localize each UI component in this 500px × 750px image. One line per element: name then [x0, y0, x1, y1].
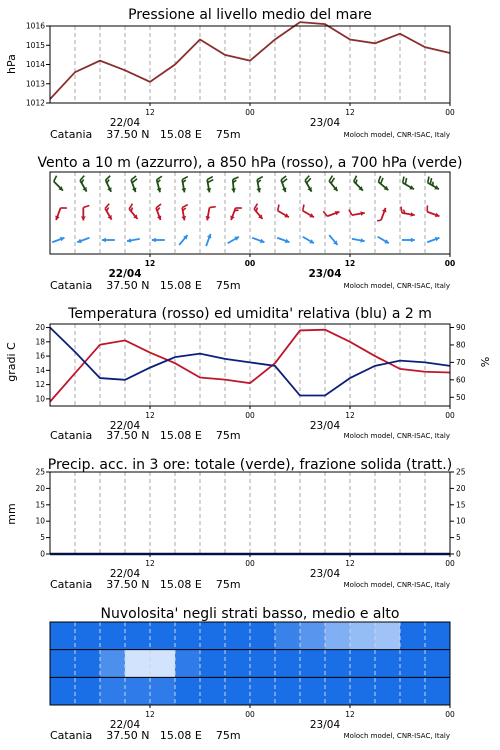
cloud-cell — [425, 677, 450, 705]
y-tick-label: 60 — [456, 375, 466, 385]
wind-barb — [230, 208, 242, 220]
y-tick-label: 25 — [35, 467, 45, 477]
wind-barb — [427, 237, 439, 242]
temperature-ylabel: gradi C — [5, 342, 18, 382]
y-tick-label: 80 — [456, 340, 466, 350]
precipitation-ylabel: mm — [5, 503, 18, 525]
pressure-footer-location: Catania 37.50 N 15.08 E 75m — [50, 128, 241, 141]
x-date-label: 22/04 — [108, 268, 142, 280]
cloud-cell — [350, 650, 375, 678]
wind-footer-credit: Moloch model, CNR-ISAC, Italy — [343, 282, 450, 290]
y-tick-label: 16 — [35, 351, 45, 361]
x-tick-label: 00 — [445, 710, 455, 719]
pressure-grid — [75, 26, 425, 103]
cloud-cell — [350, 622, 375, 650]
temperature-y-axis — [35, 323, 50, 403]
wind-barb-feather — [256, 208, 257, 212]
cloud-cell — [75, 677, 100, 705]
wind-footer-location: Catania 37.50 N 15.08 E 75m — [50, 279, 241, 292]
cloud-cell — [50, 622, 75, 650]
wind-barb-feather — [107, 207, 109, 210]
cloud-cell — [225, 650, 250, 678]
wind-barb — [329, 235, 337, 245]
wind-barb — [181, 177, 187, 193]
x-tick-label: 00 — [245, 411, 255, 420]
x-tick-label: 12 — [345, 108, 355, 117]
cloud-x-axis — [110, 705, 455, 731]
x-tick-label: 12 — [345, 411, 355, 420]
pressure-panel — [5, 7, 455, 141]
wind-barb-feather — [401, 207, 402, 213]
x-date-label: 22/04 — [109, 420, 141, 432]
wind-barb-feather — [82, 179, 84, 182]
wind-barb — [428, 177, 439, 190]
pressure-footer — [50, 128, 450, 141]
wind-barb-feather — [157, 208, 160, 211]
wind-barb — [55, 208, 67, 220]
y-tick-label: 15 — [35, 500, 45, 510]
wind-barb-feather — [209, 207, 215, 208]
temperature-plot-frame — [50, 324, 450, 406]
wind-barb-head — [231, 188, 236, 192]
cloud-cell — [250, 622, 275, 650]
wind-barb-feather — [54, 176, 57, 182]
y-tick-label: 90 — [456, 322, 466, 332]
wind-barb-feather — [377, 220, 381, 221]
x-date-label: 22/04 — [109, 568, 141, 580]
wind-barb — [427, 205, 439, 217]
cloud-cell — [350, 677, 375, 705]
wind-barb-feather — [106, 176, 111, 180]
x-tick-label: 00 — [445, 108, 455, 117]
wind-barb — [378, 176, 388, 190]
x-tick-label: 12 — [145, 559, 155, 568]
y-tick-label: 0 — [456, 549, 461, 559]
x-tick-label: 00 — [245, 710, 255, 719]
wind-barb-feather — [182, 205, 188, 208]
cloud-cell — [50, 677, 75, 705]
wind-barb — [127, 238, 140, 243]
x-tick-label: 12 — [344, 259, 356, 268]
temperature-grid — [75, 324, 425, 406]
wind-barb — [179, 235, 187, 245]
wind-barbs — [52, 176, 439, 246]
wind-barb-feather — [381, 178, 383, 184]
cloud-cell — [375, 622, 400, 650]
precipitation-footer — [50, 578, 450, 591]
precipitation-y-axis-right — [450, 468, 466, 559]
wind-barb-head — [81, 217, 86, 221]
wind-barb — [102, 238, 115, 243]
x-tick-label: 00 — [245, 108, 255, 117]
wind-barb-head — [411, 238, 415, 243]
precipitation-title: Precip. acc. in 3 ore: totale (verde), frazione solida (tratt.) — [47, 457, 453, 473]
y-tick-label: 10 — [456, 516, 466, 526]
cloud-footer-credit: Moloch model, CNR-ISAC, Italy — [343, 732, 450, 740]
cloud-cell — [125, 622, 150, 650]
x-tick-label: 00 — [445, 559, 455, 568]
cloud-cell — [175, 650, 200, 678]
cloud-cell — [300, 622, 325, 650]
x-date-label: 23/04 — [309, 568, 341, 580]
cloud-cell — [425, 650, 450, 678]
cloud-cell — [300, 677, 325, 705]
wind-barb-feather — [131, 208, 132, 212]
cloud-cell — [125, 677, 150, 705]
precipitation-x-axis — [110, 554, 455, 580]
cloud-cell — [150, 622, 175, 650]
cloud-cell — [375, 650, 400, 678]
wind-barb — [402, 238, 415, 243]
pressure-title: Pressione al livello medio del mare — [128, 7, 372, 23]
x-tick-label: 00 — [444, 259, 456, 268]
y-tick-label: 1012 — [25, 98, 45, 108]
y-tick-label: 20 — [456, 483, 466, 493]
wind-plot-frame — [50, 172, 450, 254]
wind-barb — [156, 204, 161, 220]
x-tick-label: 12 — [145, 710, 155, 719]
wind-barb-head — [102, 238, 106, 243]
cloud-cell — [125, 650, 150, 678]
wind-barb — [352, 238, 365, 243]
wind-barb-feather — [208, 180, 214, 183]
wind-barb — [77, 238, 89, 243]
wind-barb — [329, 176, 337, 191]
wind-barb — [131, 176, 137, 192]
wind-barb-feather — [331, 178, 334, 183]
wind-barb — [228, 237, 239, 244]
temperature-footer — [50, 429, 450, 442]
precipitation-grid — [75, 472, 425, 554]
cloud-cell — [225, 677, 250, 705]
wind-barb — [54, 176, 63, 191]
cloud-footer-location: Catania 37.50 N 15.08 E 75m — [50, 729, 241, 742]
wind-barb-feather — [207, 177, 213, 180]
y-tick-label: 1015 — [25, 40, 45, 50]
cloud-cell — [150, 677, 175, 705]
y-tick-label: 70 — [456, 357, 466, 367]
cloud-cell — [425, 622, 450, 650]
cloud-footer — [50, 729, 450, 742]
x-date-label: 22/04 — [109, 117, 141, 129]
cloud-cell — [400, 677, 425, 705]
wind-barb — [252, 238, 264, 243]
wind-barb — [129, 204, 137, 219]
humidity-line — [50, 327, 450, 395]
humidity-ylabel: % — [479, 356, 492, 368]
temperature-footer-credit: Moloch model, CNR-ISAC, Italy — [343, 432, 450, 440]
wind-barb-feather — [257, 177, 263, 180]
cloud-cell — [325, 650, 350, 678]
wind-barb — [303, 205, 314, 218]
y-tick-label: 0 — [40, 549, 45, 559]
wind-barb — [181, 205, 187, 221]
wind-barb-feather — [278, 205, 279, 211]
wind-barb — [349, 210, 365, 216]
x-date-label: 23/04 — [309, 117, 341, 129]
cloud-panel — [50, 606, 455, 742]
cloud-cell — [400, 650, 425, 678]
wind-barb-feather — [428, 177, 429, 183]
x-date-label: 23/04 — [309, 420, 341, 432]
wind-x-axis — [108, 254, 455, 280]
wind-barb-feather — [107, 180, 109, 183]
wind-barb — [231, 177, 238, 192]
wind-barb-feather — [156, 204, 161, 208]
y-tick-label: 5 — [456, 533, 461, 543]
wind-barb-feather — [430, 178, 431, 184]
y-tick-label: 18 — [35, 337, 45, 347]
cloud-title: Nuvolosita' negli strati basso, medio e alto — [100, 606, 400, 622]
wind-barb-feather — [235, 210, 239, 211]
pressure-x-axis — [110, 103, 455, 129]
y-tick-label: 5 — [40, 533, 45, 543]
precipitation-panel — [5, 457, 466, 591]
cloud-cell — [175, 622, 200, 650]
wind-footer — [50, 279, 450, 292]
cloud-cell — [400, 622, 425, 650]
x-tick-label: 00 — [245, 559, 255, 568]
wind-title: Vento a 10 m (azzurro), a 850 hPa (rosso), a 700 hPa (verde) — [37, 155, 463, 171]
cloud-cell — [275, 677, 300, 705]
cloud-cell — [200, 650, 225, 678]
y-tick-label: 20 — [35, 483, 45, 493]
y-tick-label: 25 — [456, 467, 466, 477]
cloud-cell — [325, 677, 350, 705]
y-tick-label: 1014 — [25, 60, 45, 69]
wind-barb — [281, 176, 287, 192]
cloud-cell — [250, 650, 275, 678]
wind-barb-feather — [378, 176, 380, 182]
wind-barb — [152, 238, 165, 243]
wind-barb — [206, 207, 216, 221]
y-tick-label: 14 — [35, 365, 45, 375]
wind-barb-feather — [356, 180, 357, 184]
cloud-cell — [225, 622, 250, 650]
cloud-cell — [150, 650, 175, 678]
wind-barb-feather — [182, 177, 188, 180]
precipitation-footer-credit: Moloch model, CNR-ISAC, Italy — [343, 581, 450, 589]
wind-barb — [105, 204, 112, 220]
wind-barb — [403, 177, 414, 190]
wind-barb — [277, 238, 289, 243]
x-tick-label: 12 — [345, 559, 355, 568]
wind-barb-feather — [403, 177, 404, 183]
wind-barb — [378, 237, 389, 244]
cloud-cell — [100, 650, 125, 678]
cloud-cell — [100, 622, 125, 650]
y-tick-label: 10 — [35, 394, 45, 404]
wind-barb — [80, 176, 87, 192]
x-date-label: 22/04 — [109, 719, 141, 731]
wind-barb-head — [152, 238, 156, 243]
wind-barb — [206, 234, 211, 246]
x-tick-label: 12 — [145, 411, 155, 420]
wind-barb-feather — [233, 177, 239, 180]
wind-barb — [377, 208, 386, 221]
wind-barb — [323, 211, 339, 216]
wind-barb-feather — [157, 180, 160, 183]
x-tick-label: 00 — [445, 411, 455, 420]
precipitation-y-axis — [35, 468, 50, 559]
temperature-title: Temperatura (rosso) ed umidita' relativa (blu) a 2 m — [68, 306, 432, 322]
y-tick-label: 50 — [456, 392, 466, 402]
precipitation-plot-frame — [50, 472, 450, 554]
cloud-cell — [75, 650, 100, 678]
cloud-cell — [75, 622, 100, 650]
wind-barb — [354, 176, 363, 191]
wind-barb-feather — [303, 205, 304, 211]
cloud-cell — [375, 677, 400, 705]
x-tick-label: 12 — [145, 108, 155, 117]
x-tick-label: 00 — [244, 259, 256, 268]
humidity-y-axis — [450, 323, 466, 402]
x-tick-label: 12 — [345, 710, 355, 719]
x-tick-label: 12 — [144, 259, 156, 268]
pressure-y-axis — [26, 22, 50, 108]
y-tick-label: 1013 — [25, 79, 45, 89]
x-date-label: 23/04 — [308, 268, 342, 280]
wind-barb — [81, 206, 89, 221]
cloud-cell — [200, 677, 225, 705]
cloud-cell — [50, 650, 75, 678]
cloud-cell — [175, 677, 200, 705]
pressure-ylabel: hPa — [5, 54, 18, 74]
y-tick-label: 20 — [35, 323, 45, 333]
temperature-panel — [5, 306, 492, 442]
y-tick-label: 1016 — [25, 21, 45, 31]
cloud-cell — [275, 622, 300, 650]
wind-barb — [52, 237, 64, 242]
temperature-footer-location: Catania 37.50 N 15.08 E 75m — [50, 429, 241, 442]
wind-barb — [278, 205, 289, 218]
y-tick-label: 10 — [35, 516, 45, 526]
precipitation-footer-location: Catania 37.50 N 15.08 E 75m — [50, 578, 241, 591]
cloud-cell — [275, 650, 300, 678]
wind-barb — [256, 177, 262, 193]
x-date-label: 23/04 — [309, 719, 341, 731]
y-tick-label: 12 — [35, 380, 45, 390]
wind-barb — [157, 176, 162, 192]
wind-barb-feather — [329, 176, 332, 181]
wind-barb — [254, 204, 262, 219]
wind-barb-feather — [405, 178, 406, 184]
wind-barb — [401, 207, 415, 217]
wind-barb — [305, 176, 312, 192]
cloud-cell — [300, 650, 325, 678]
cloud-cell — [200, 622, 225, 650]
cloud-cell — [325, 622, 350, 650]
wind-barb — [206, 177, 213, 193]
cloud-cell — [250, 677, 275, 705]
wind-barb — [106, 176, 112, 192]
cloud-cell — [100, 677, 125, 705]
wind-barb — [303, 237, 314, 244]
y-tick-label: 15 — [456, 500, 466, 510]
wind-barb-feather — [157, 176, 162, 179]
wind-panel — [37, 155, 462, 292]
pressure-footer-credit: Moloch model, CNR-ISAC, Italy — [343, 131, 450, 139]
wind-barb-feather — [83, 206, 89, 208]
